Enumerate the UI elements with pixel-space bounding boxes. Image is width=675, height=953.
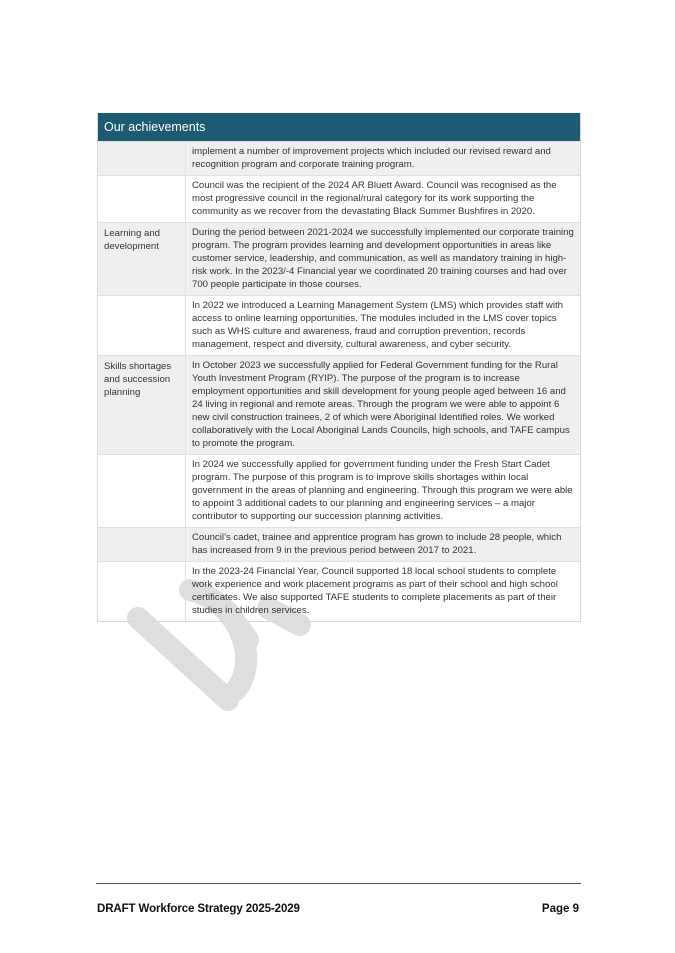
row-description: In October 2023 we successfully applied for Federal Government funding for the Rural Youth Investment Program (RYIP). The purpose of the program is to increase employment opportunities and skill development for young people aged between 16 and 24 living in regional and remote areas. Through the program we were able to appoint 6 new civil construction trainees, 2 of which were Aboriginal Identified roles. We worked collaboratively with the Local Aboriginal Lands Councils, high schools, and TAFE campus to promote the program. [192, 360, 570, 449]
table-row [98, 175, 580, 222]
row-category-label [98, 562, 186, 621]
table-header: Our achievements [98, 113, 580, 141]
table-row [98, 355, 580, 454]
row-description: Council was the recipient of the 2024 AR Bluett Award. Council was recognised as the most progressive council in the regional/rural category for its work supporting the community as we recover from the devastating Black Summer Bushfires in 2020. [192, 180, 557, 217]
table-row [98, 295, 580, 355]
row-category-label [98, 142, 186, 175]
row-description: In 2024 we successfully applied for government funding under the Fresh Start Cadet program. The purpose of this program is to improve skills shortages within local government in the areas of planning and engineering. Through this program we were able to appoint 3 additional cadets to our planning and engineering services – a major contributor to supporting our succession planning activities. [192, 459, 573, 522]
row-category-label [98, 176, 186, 222]
achievements-table [97, 113, 581, 622]
row-category-label: Skills shortages and succession planning [98, 356, 186, 454]
row-category-label: Learning and development [98, 223, 186, 295]
row-description: Council’s cadet, trainee and apprentice program has grown to include 28 people, which has increased from 9 in the previous period between 2017 to 2021. [192, 532, 562, 556]
row-description: In 2022 we introduced a Learning Management System (LMS) which provides staff with access to online learning opportunities. The modules included in the LMS cover topics such as WHS culture and awareness, fraud and corruption prevention, records management, respect and diversity, cultural awareness, and cyber security. [192, 300, 563, 350]
row-description: implement a number of improvement projects which included our revised reward and recognition program and corporate training program. [192, 146, 551, 170]
footer-document-title: DRAFT Workforce Strategy 2025-2029 [97, 903, 300, 915]
footer-divider [96, 883, 581, 884]
row-description: In the 2023-24 Financial Year, Council supported 18 local school students to complete work experience and work placement programs as part of their school and high school certificates. We also supported TAFE students to complete placements as part of their studies in children services. [192, 566, 558, 616]
table-row [98, 561, 580, 621]
table-row [98, 141, 580, 175]
row-description: During the period between 2021-2024 we successfully implemented our corporate training program. The program provides learning and development opportunities in areas like customer service, leadership, and communication, as well as mandatory training in high-risk work. In the 2023/-4 Financial year we coordinated 20 training courses and had over 700 people participate in those courses. [192, 227, 574, 290]
row-category-label [98, 296, 186, 355]
table-row [98, 222, 580, 295]
table-row [98, 454, 580, 527]
row-category-label [98, 455, 186, 527]
row-category-label [98, 528, 186, 561]
footer-page-number: Page 9 [541, 903, 579, 915]
table-row [98, 527, 580, 561]
